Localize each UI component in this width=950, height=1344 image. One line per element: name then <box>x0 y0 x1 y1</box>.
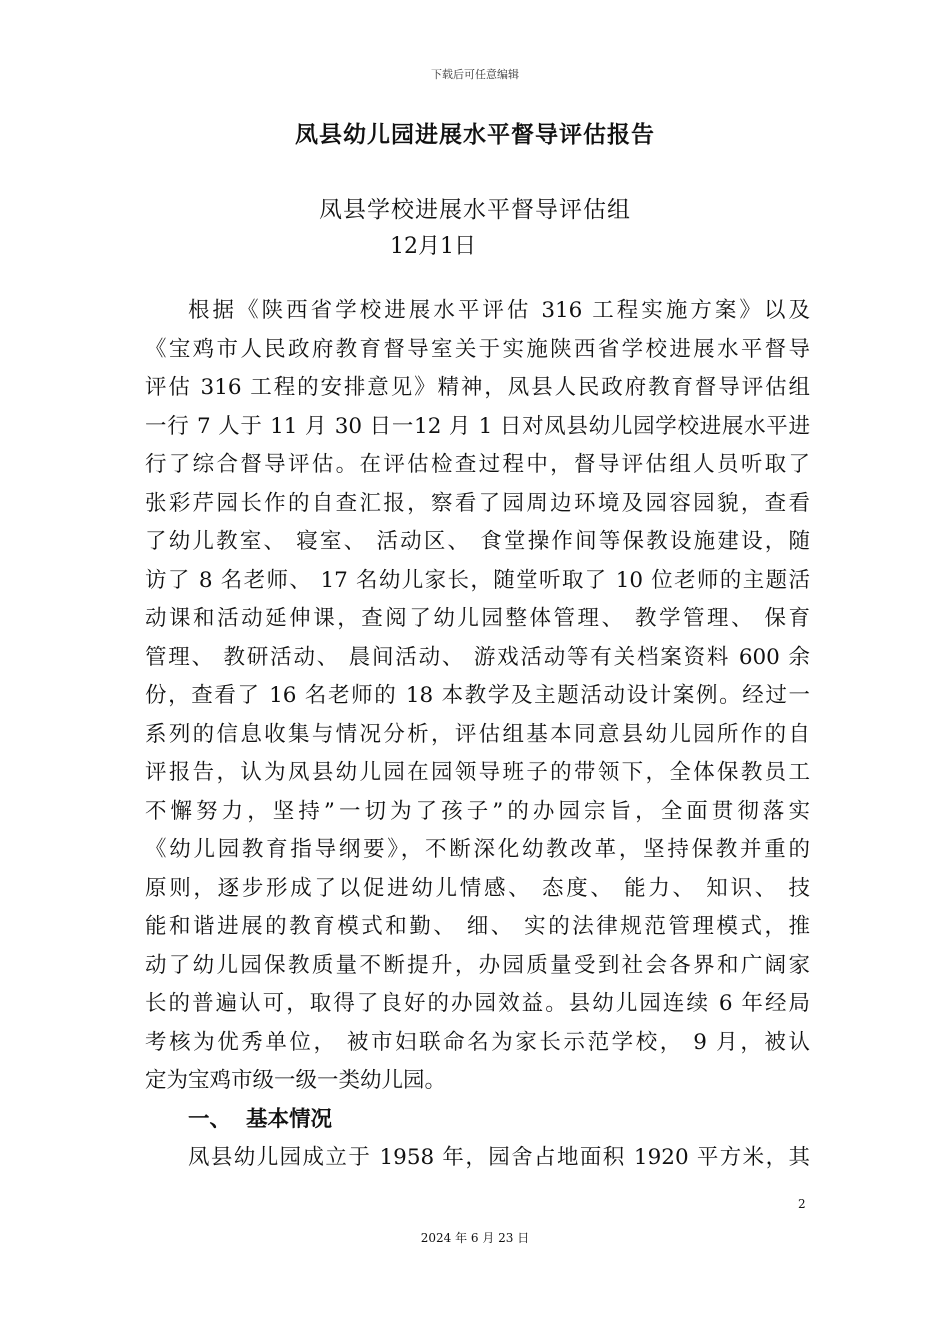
paragraph-line: 凤县幼儿园成立于 1958 年，园舍占地面积 1920 平方米，其 <box>188 1145 810 1170</box>
paragraph-line: 行了综合督导评估。在评估检查过程中，督导评估组人员听取了 <box>145 452 810 477</box>
paragraph-line: 系列的信息收集与情况分析，评估组基本同意县幼儿园所作的自 <box>145 721 810 747</box>
report-organization: 凤县学校进展水平督导评估组 <box>319 197 631 223</box>
paragraph-line: 管理、 教研活动、 晨间活动、 游戏活动等有关档案资料 600 余 <box>145 644 810 670</box>
header-note: 下载后可任意编辑 <box>431 68 519 81</box>
section-heading: 一、 基本情况 <box>188 1106 332 1132</box>
page-title: 凤县幼儿园进展水平督导评估报告 <box>295 122 655 148</box>
paragraph-line: 原则，逐步形成了以促进幼儿情感、 态度、 能力、 知识、 技 <box>145 875 810 901</box>
paragraph-line: 了幼儿教室、 寝室、 活动区、 食堂操作间等保教设施建设，随 <box>145 529 810 554</box>
paragraph-line: 能和谐进展的教育模式和勤、 细、 实的法律规范管理模式，推 <box>145 914 810 939</box>
paragraph-line: 一行 7 人于 11 月 30 日一12 月 1 日对凤县幼儿园学校进展水平进 <box>145 413 810 439</box>
paragraph-line: 《幼儿园教育指导纲要》，不断深化幼教改革，坚持保教并重的 <box>145 837 810 862</box>
footer-date: 2024 年 6 月 23 日 <box>420 1231 530 1245</box>
report-body <box>145 292 810 1178</box>
paragraph-line: 动课和活动延伸课，查阅了幼儿园整体管理、 教学管理、 保育 <box>145 606 810 631</box>
paragraph-line: 份，查看了 16 名老师的 18 本教学及主题活动设计案例。经过一 <box>145 683 810 708</box>
paragraph-line: 访了 8 名老师、 17 名幼儿家长，随堂听取了 10 位老师的主题活 <box>145 567 810 593</box>
paragraph-line: 根据《陕西省学校进展水平评估 316 工程实施方案》以及 <box>188 298 810 323</box>
report-date: 12月1日 <box>390 234 476 259</box>
paragraph-line: 评报告，认为凤县幼儿园在园领导班子的带领下，全体保教员工 <box>145 760 810 785</box>
page-number: 2 <box>798 1197 806 1211</box>
paragraph-line: 定为宝鸡市级一级一类幼儿园。 <box>145 1068 447 1093</box>
paragraph-line: 考核为优秀单位， 被市妇联命名为家长示范学校， 9 月，被认 <box>145 1029 810 1055</box>
paragraph-line: 动了幼儿园保教质量不断提升，办园质量受到社会各界和广阔家 <box>145 952 810 978</box>
paragraph-line: 《宝鸡市人民政府教育督导室关于实施陕西省学校进展水平督导 <box>145 336 810 362</box>
paragraph-line: 长的普遍认可，取得了良好的办园效益。县幼儿园连续 6 年经局 <box>145 991 810 1016</box>
paragraph-line: 评估 316 工程的安排意见》精神，凤县人民政府教育督导评估组 <box>145 375 810 400</box>
paragraph-line: 不懈努力，坚持”一切为了孩子”的办园宗旨，全面贯彻落实 <box>145 798 810 824</box>
paragraph-line: 张彩芹园长作的自查汇报，察看了园周边环境及园容园貌，查看 <box>145 490 810 516</box>
